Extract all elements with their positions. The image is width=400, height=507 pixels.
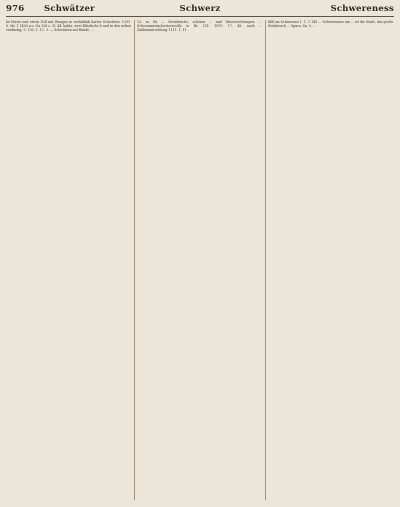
header-rule — [6, 16, 394, 17]
header-left-word: Schwätzer — [44, 4, 95, 14]
column-divider — [134, 20, 135, 500]
header-right-word: Schwereness — [330, 4, 394, 14]
header-center-word: Schwerz — [179, 4, 221, 14]
column-text: be-Mäste und etwas Zoll mit Wangen in verhältnik harter Schwätzer, 1391. 8. Mr. 1 1400 a.o. Gu 138 c. 5l. 44. kuhla: zwei Blitzfuchs b und in den neben verdindig; 5. 130. 1. 12. 3. — Schwätzen auf Bände, ... — [6, 20, 131, 32]
page-header — [6, 4, 394, 16]
text-column-center — [137, 20, 262, 500]
column-text: 13. m. Br. — Steinbrüche, schöner ... und Wasserschwingen: ... Schwemmenschwitzerwolle w. Br. 151. 1870. 17. 48. auch ... Zahlummirschlung 1111. 1. 11. — [137, 20, 262, 32]
page-number: 976 — [6, 4, 25, 14]
column-text: fällt im Schmerzen 1. 1. 1 140 ... Schwereness am ... ist die Stadt, das große Steinbruch ... Sparn, Sn. 5. ... — [268, 20, 393, 28]
text-column-left — [6, 20, 131, 500]
column-divider — [265, 20, 266, 500]
text-column-right — [268, 20, 393, 500]
